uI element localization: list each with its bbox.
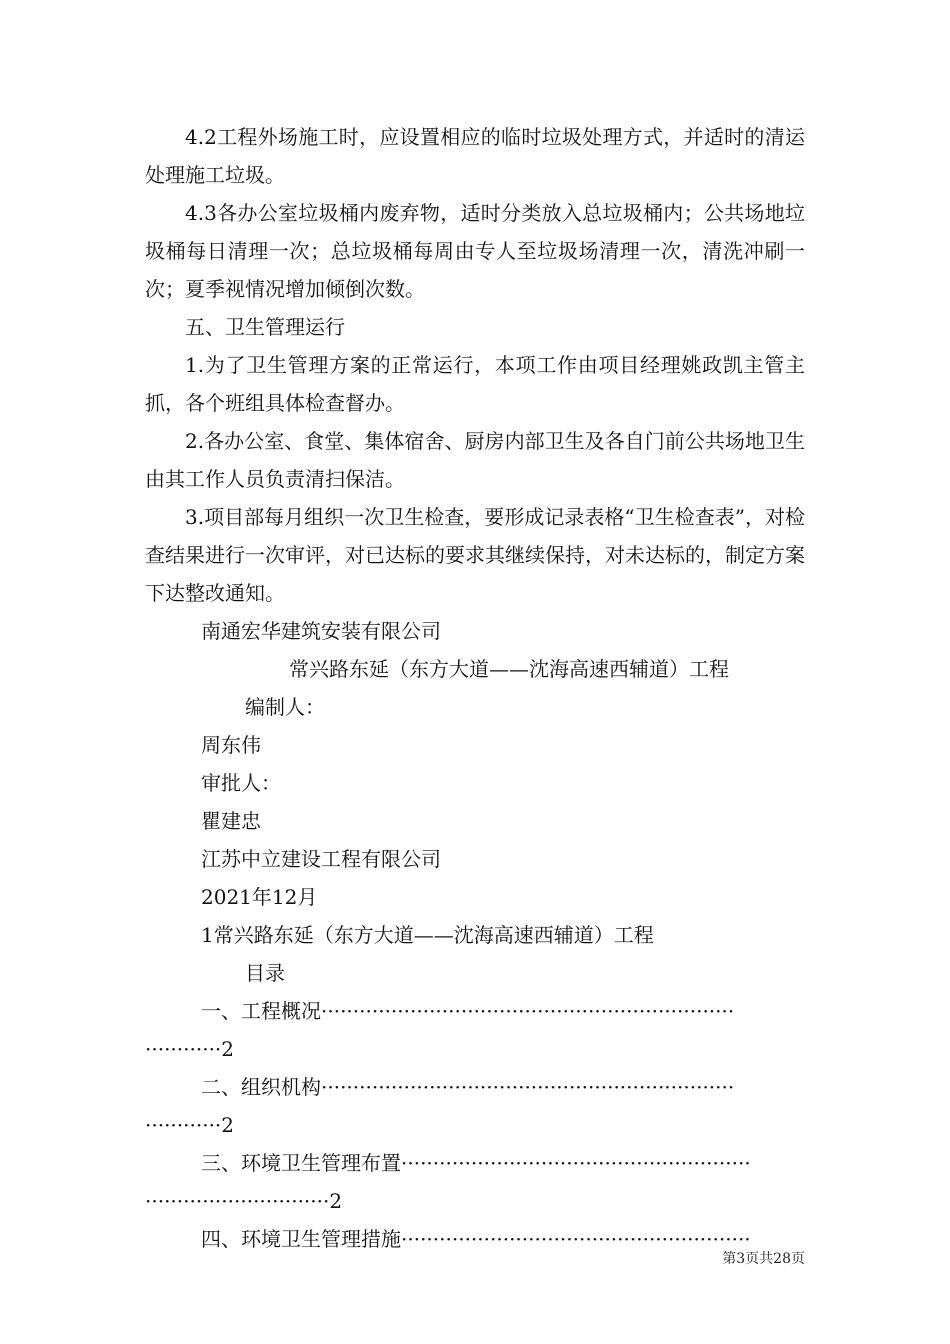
document-body: [145, 118, 805, 1258]
compiler-name: 周东伟: [201, 733, 261, 757]
toc-leader-dots: ·····························: [145, 1189, 330, 1213]
section-heading-5: 五、卫生管理运行: [185, 315, 345, 339]
toc-leader-dots: ·······················································: [401, 1151, 751, 1175]
paragraph-5-3: 3.项目部每月组织一次卫生检查，要形成记录表格“卫生检查表”，对检查结果进行一次审评，对已达标的要求其继续保持，对未达标的，制定方案下达整改通知。: [145, 505, 805, 605]
toc-entry-layout[interactable]: [145, 1144, 805, 1220]
project-name-2: 1常兴路东延（东方大道——沈海高速西辅道）工程: [201, 923, 654, 947]
toc-title: 目录: [245, 961, 285, 985]
compiler-label: 编制人：: [245, 695, 325, 719]
toc-entry-organization[interactable]: [145, 1068, 805, 1144]
paragraph-4-2: 4.2工程外场施工时，应设置相应的临时垃圾处理方式，并适时的清运处理施工垃圾。: [145, 125, 805, 187]
toc-leader-dots: ·······················································: [401, 1227, 751, 1251]
toc-entry-title: 三、环境卫生管理布置: [201, 1151, 401, 1175]
toc-entry-title: 一、工程概况: [201, 999, 321, 1023]
toc-entry-overview[interactable]: [145, 992, 805, 1068]
paragraph-5-1: 1.为了卫生管理方案的正常运行，本项工作由项目经理姚政凯主管主抓，各个班组具体检查督办。: [145, 353, 805, 415]
project-name-1: 常兴路东延（东方大道——沈海高速西辅道）工程: [289, 657, 729, 681]
paragraph-4-3: 4.3各办公室垃圾桶内废弃物，适时分类放入总垃圾桶内；公共场地垃圾桶每日清理一次；总垃圾桶每周由专人至垃圾场清理一次，清洗冲刷一次；夏季视情况增加倾倒次数。: [145, 201, 805, 301]
toc-entry-title: 四、环境卫生管理措施: [201, 1227, 401, 1251]
company-name-2: 江苏中立建设工程有限公司: [201, 847, 441, 871]
toc-leader-dots: ·································································: [321, 999, 735, 1023]
toc-entry-page: 2: [221, 1037, 235, 1061]
toc-entry-measures[interactable]: [145, 1220, 805, 1258]
approver-name: 瞿建忠: [201, 809, 261, 833]
toc-leader-dots: ············: [145, 1113, 222, 1137]
toc-entry-page: 2: [221, 1113, 235, 1137]
paragraph-5-2: 2.各办公室、食堂、集体宿舍、厨房内部卫生及各自门前公共场地卫生由其工作人员负责清扫保洁。: [145, 429, 805, 491]
approver-label: 审批人：: [201, 771, 281, 795]
document-date: 2021年12月: [201, 885, 318, 909]
toc-leader-dots: ·································································: [321, 1075, 735, 1099]
page-number-footer: 第3页共28页: [722, 1251, 805, 1267]
toc-entry-page: 2: [329, 1189, 343, 1213]
toc-entry-title: 二、组织机构: [201, 1075, 321, 1099]
toc-leader-dots: ············: [145, 1037, 222, 1061]
company-name-1: 南通宏华建筑安装有限公司: [201, 619, 441, 643]
